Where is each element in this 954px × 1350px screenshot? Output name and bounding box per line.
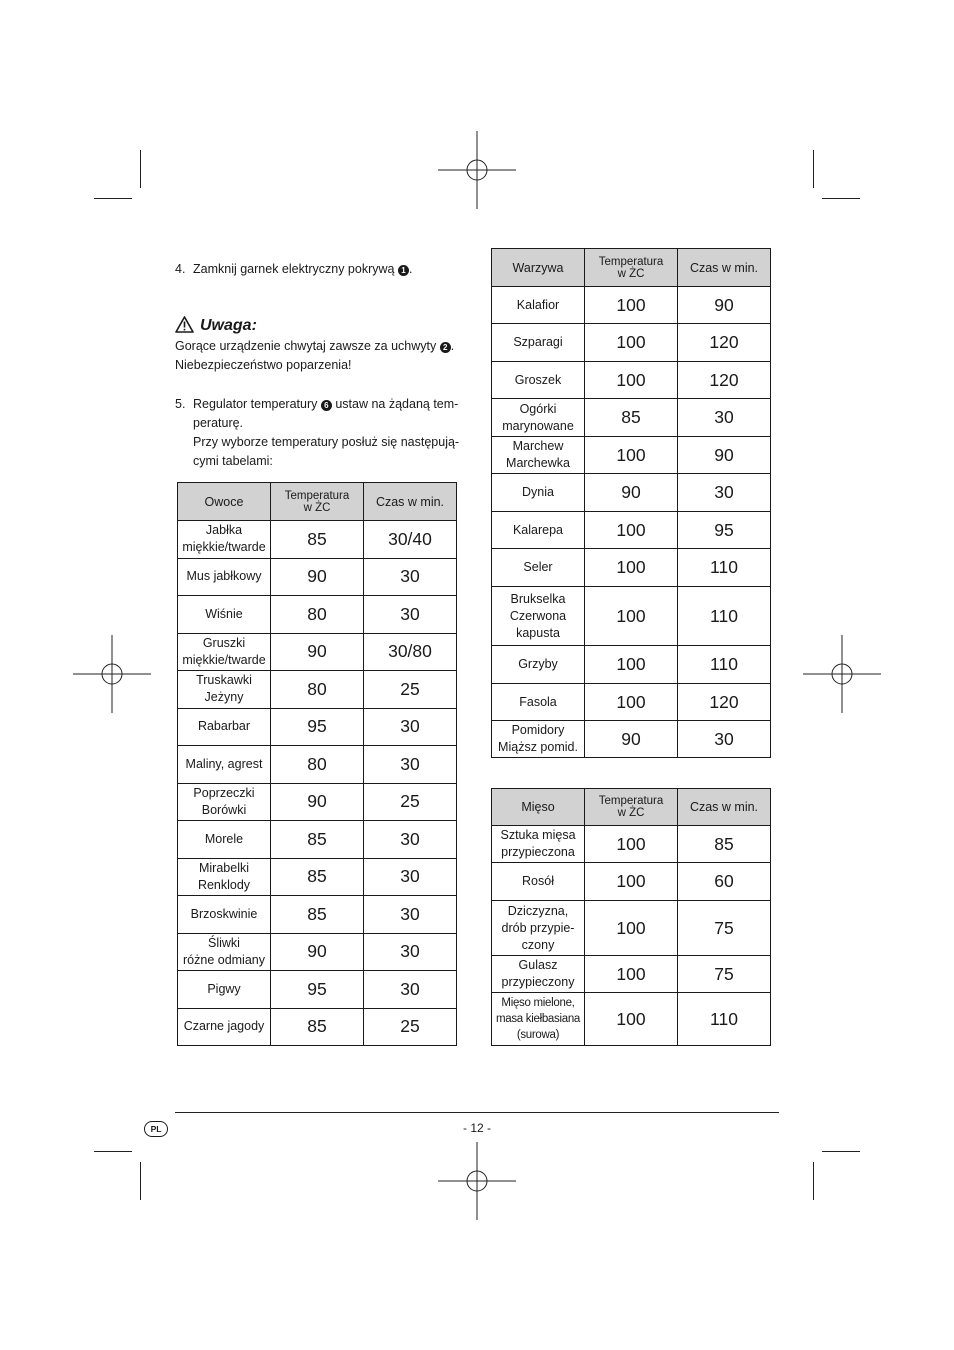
time-value: 120 xyxy=(678,324,771,362)
table-row xyxy=(178,821,457,859)
time-value: 30 xyxy=(364,971,457,1009)
item-name-line: Dziczyzna, xyxy=(507,903,569,918)
footer-divider xyxy=(175,1112,779,1113)
item-name-line: Rabarbar xyxy=(197,719,251,734)
step-number: 4. xyxy=(175,262,186,276)
punctuation: . xyxy=(408,262,413,276)
step-text: Zamknij garnek elektryczny pokrywą xyxy=(193,262,395,276)
item-name xyxy=(178,821,271,859)
step-number: 5. xyxy=(175,397,186,411)
warning-title: Uwaga: xyxy=(200,317,257,334)
warning-text xyxy=(175,337,475,375)
table-row xyxy=(178,633,457,671)
item-name xyxy=(492,993,585,1046)
crop-mark xyxy=(94,1151,132,1152)
time-value: 25 xyxy=(364,1008,457,1046)
item-name xyxy=(178,521,271,559)
table-row xyxy=(178,671,457,709)
table-header-row xyxy=(492,249,771,287)
table-header-row xyxy=(178,483,457,521)
vegetables-table xyxy=(491,248,771,758)
temperature-value: 100 xyxy=(585,512,678,549)
table-row xyxy=(178,971,457,1009)
table-row xyxy=(492,324,771,362)
item-name xyxy=(178,971,271,1009)
temperature-value: 100 xyxy=(585,587,678,646)
time-value: 60 xyxy=(678,863,771,901)
item-name xyxy=(492,646,585,684)
item-name xyxy=(492,474,585,512)
temperature-value: 100 xyxy=(585,324,678,362)
page-number: - 12 - xyxy=(462,1121,491,1135)
item-name xyxy=(178,896,271,934)
item-name xyxy=(178,783,271,821)
temperature-value: 85 xyxy=(271,521,364,559)
table-row xyxy=(492,587,771,646)
table-row xyxy=(178,783,457,821)
registration-mark-top xyxy=(438,131,516,209)
item-name-line: Marchew xyxy=(512,439,564,453)
item-name-line: Wiśnie xyxy=(205,606,243,621)
item-name xyxy=(178,1008,271,1046)
column-header: Czas w min. xyxy=(678,249,771,287)
part-ref-badge: 2 xyxy=(440,342,451,353)
item-name-line: Miąższ pomid. xyxy=(498,740,578,754)
table-row xyxy=(492,901,771,956)
table-row xyxy=(178,521,457,559)
crop-mark xyxy=(140,1162,141,1200)
item-name xyxy=(492,324,585,362)
item-name xyxy=(178,746,271,784)
item-name xyxy=(492,684,585,721)
table-row xyxy=(178,746,457,784)
item-name xyxy=(178,671,271,709)
time-value: 120 xyxy=(678,684,771,721)
table-row xyxy=(178,858,457,896)
temperature-value: 90 xyxy=(271,933,364,971)
table-row xyxy=(492,287,771,324)
table-row xyxy=(178,1008,457,1046)
item-name xyxy=(492,512,585,549)
time-value: 25 xyxy=(364,783,457,821)
time-value: 30/80 xyxy=(364,633,457,671)
item-name-line: przypieczona xyxy=(501,845,575,859)
item-name-line: Śliwki xyxy=(208,935,240,950)
temperature-value: 100 xyxy=(585,437,678,474)
item-name xyxy=(492,437,585,474)
meat-table xyxy=(491,788,771,1046)
item-name-line: Pigwy xyxy=(207,981,241,996)
item-name-line: Morele xyxy=(204,831,244,846)
time-value: 110 xyxy=(678,549,771,587)
table-row xyxy=(492,512,771,549)
warning-triangle-icon xyxy=(175,316,194,333)
item-name-line: Mirabelki xyxy=(198,860,249,875)
time-value: 110 xyxy=(678,646,771,684)
item-name-line: Mus jabłkowy xyxy=(186,569,262,584)
item-name-line: Maliny, agrest xyxy=(185,756,263,771)
item-name-line: Jeżyny xyxy=(204,690,244,705)
warning-line: Niebezpieczeństwo poparzenia! xyxy=(175,358,352,372)
temperature-value: 90 xyxy=(585,721,678,758)
column-header: Warzywa xyxy=(492,249,585,287)
item-name-line: miękkie/twarde xyxy=(182,540,266,555)
item-name-line: Ogórki xyxy=(519,401,557,416)
item-name-line: Mięso mielone, xyxy=(501,997,575,1009)
column-header: Czas w min. xyxy=(364,483,457,521)
item-name-line: Dynia xyxy=(522,485,554,499)
item-name xyxy=(492,826,585,863)
registration-mark-right xyxy=(803,635,881,713)
temperature-value: 85 xyxy=(585,399,678,437)
time-value: 110 xyxy=(678,587,771,646)
column-header: Czas w min. xyxy=(678,789,771,826)
crop-mark xyxy=(813,1162,814,1200)
item-name-line: Sztuka mięsa xyxy=(500,828,576,842)
temperature-value: 100 xyxy=(585,826,678,863)
step-text: Przy wyborze temperatury posłuż się następują- xyxy=(193,435,460,449)
time-value: 75 xyxy=(678,901,771,956)
item-name-line: kapusta xyxy=(516,625,560,640)
time-value: 30 xyxy=(678,721,771,758)
temperature-value: 90 xyxy=(271,783,364,821)
warning-line: Gorące urządzenie chwytaj zawsze za uchwyty xyxy=(175,339,437,353)
item-name-line: Jabłka xyxy=(205,523,243,538)
temperature-value: 100 xyxy=(585,287,678,324)
temperature-value: 80 xyxy=(271,746,364,784)
item-name-line: Poprzeczki xyxy=(193,785,255,800)
temperature-value: 100 xyxy=(585,549,678,587)
time-value: 90 xyxy=(678,287,771,324)
item-name-line: przypieczony xyxy=(501,975,575,989)
item-name xyxy=(178,858,271,896)
temperature-value: 80 xyxy=(271,596,364,634)
time-value: 25 xyxy=(364,671,457,709)
step-text: peraturę. xyxy=(193,416,244,430)
table-row xyxy=(492,646,771,684)
time-value: 30/40 xyxy=(364,521,457,559)
item-name-line: miękkie/twarde xyxy=(182,652,266,667)
part-ref-badge: 1 xyxy=(398,265,409,276)
time-value: 120 xyxy=(678,362,771,399)
time-value: 30 xyxy=(364,858,457,896)
item-name xyxy=(492,287,585,324)
crop-mark xyxy=(813,150,814,188)
item-name-line: Truskawki xyxy=(196,673,252,688)
item-name-line: różne odmiany xyxy=(183,952,265,967)
temperature-value: 100 xyxy=(585,646,678,684)
temperature-value: 90 xyxy=(271,558,364,596)
item-name-line: Pomidory xyxy=(511,723,565,737)
column-header: Temperatura w ŻC xyxy=(271,483,364,521)
item-name xyxy=(178,596,271,634)
table-row xyxy=(492,362,771,399)
temperature-value: 100 xyxy=(585,901,678,956)
table-row xyxy=(178,896,457,934)
item-name-line: Czarne jagody xyxy=(183,1019,265,1034)
item-name-line: Kalarepa xyxy=(512,522,564,537)
part-ref-badge: 6 xyxy=(321,400,332,411)
column-header: Owoce xyxy=(178,483,271,521)
temperature-value: 100 xyxy=(585,956,678,993)
item-name xyxy=(492,399,585,437)
item-name-line: Brzoskwinie xyxy=(190,906,258,921)
item-name-line: masa kiełbasiana xyxy=(495,1013,581,1025)
item-name xyxy=(492,956,585,993)
table-row xyxy=(492,993,771,1046)
item-name-line: Gulasz xyxy=(518,958,558,972)
table-row xyxy=(492,956,771,993)
temperature-value: 95 xyxy=(271,971,364,1009)
time-value: 30 xyxy=(364,896,457,934)
item-name-line: Brukselka xyxy=(510,591,566,606)
temperature-value: 85 xyxy=(271,821,364,859)
step-5 xyxy=(175,395,470,471)
item-name-line: Kalafior xyxy=(516,297,560,312)
crop-mark xyxy=(822,1151,860,1152)
item-name xyxy=(492,362,585,399)
table-row xyxy=(492,863,771,901)
column-header: Temperatura w ŻC xyxy=(585,789,678,826)
item-name-line: Groszek xyxy=(514,372,562,387)
item-name-line: Fasola xyxy=(519,694,557,709)
item-name-line: Seler xyxy=(523,560,553,574)
temperature-value: 85 xyxy=(271,1008,364,1046)
table-row xyxy=(178,558,457,596)
temperature-value: 90 xyxy=(271,633,364,671)
temperature-value: 90 xyxy=(585,474,678,512)
item-name-line: Czerwona xyxy=(509,608,567,623)
table-row xyxy=(492,721,771,758)
registration-mark-left xyxy=(73,635,151,713)
temperature-value: 80 xyxy=(271,671,364,709)
time-value: 30 xyxy=(364,746,457,784)
punctuation: . xyxy=(450,339,455,353)
temperature-value: 100 xyxy=(585,684,678,721)
item-name xyxy=(492,549,585,587)
table-row xyxy=(492,684,771,721)
time-value: 30 xyxy=(364,708,457,746)
time-value: 110 xyxy=(678,993,771,1046)
column-header: Temperatura w ŻC xyxy=(585,249,678,287)
time-value: 30 xyxy=(678,399,771,437)
item-name xyxy=(178,558,271,596)
temperature-value: 95 xyxy=(271,708,364,746)
item-name-line: Szparagi xyxy=(513,335,563,349)
step-text: ustaw na żądaną tem- xyxy=(335,397,459,411)
item-name xyxy=(492,901,585,956)
table-row xyxy=(492,437,771,474)
item-name-line: Renklody xyxy=(197,877,251,892)
item-name-line: Grzyby xyxy=(518,657,558,671)
warning-heading xyxy=(175,316,257,335)
step-4 xyxy=(175,260,470,279)
table-row xyxy=(492,399,771,437)
time-value: 30 xyxy=(364,558,457,596)
item-name-line: drób przypie- xyxy=(501,920,575,935)
fruit-table xyxy=(177,482,457,1046)
time-value: 30 xyxy=(364,596,457,634)
item-name-line: Gruszki xyxy=(202,635,246,650)
item-name-line: Rosół xyxy=(522,874,554,888)
table-row xyxy=(492,549,771,587)
item-name xyxy=(492,587,585,646)
item-name-line: Borówki xyxy=(201,802,247,817)
item-name-line: marynowane xyxy=(502,418,574,433)
item-name xyxy=(178,708,271,746)
language-badge: PL xyxy=(144,1121,168,1137)
step-text: cymi tabelami: xyxy=(193,454,273,468)
temperature-value: 100 xyxy=(585,362,678,399)
table-header-row xyxy=(492,789,771,826)
time-value: 30 xyxy=(364,933,457,971)
item-name-line: czony xyxy=(521,937,555,952)
crop-mark xyxy=(140,150,141,188)
time-value: 30 xyxy=(364,821,457,859)
registration-mark-bottom xyxy=(438,1142,516,1220)
time-value: 90 xyxy=(678,437,771,474)
time-value: 30 xyxy=(678,474,771,512)
item-name xyxy=(178,633,271,671)
temperature-value: 85 xyxy=(271,896,364,934)
table-row xyxy=(492,474,771,512)
item-name xyxy=(492,863,585,901)
item-name-line: (surowa) xyxy=(516,1029,560,1041)
temperature-value: 100 xyxy=(585,993,678,1046)
crop-mark xyxy=(822,198,860,199)
table-row xyxy=(492,826,771,863)
column-header: Mięso xyxy=(492,789,585,826)
item-name-line: Marchewka xyxy=(506,456,570,470)
table-row xyxy=(178,933,457,971)
time-value: 75 xyxy=(678,956,771,993)
time-value: 85 xyxy=(678,826,771,863)
item-name xyxy=(492,721,585,758)
temperature-value: 85 xyxy=(271,858,364,896)
crop-mark xyxy=(94,198,132,199)
table-row xyxy=(178,596,457,634)
time-value: 95 xyxy=(678,512,771,549)
table-row xyxy=(178,708,457,746)
temperature-value: 100 xyxy=(585,863,678,901)
item-name xyxy=(178,933,271,971)
step-text: Regulator temperatury xyxy=(193,397,318,411)
